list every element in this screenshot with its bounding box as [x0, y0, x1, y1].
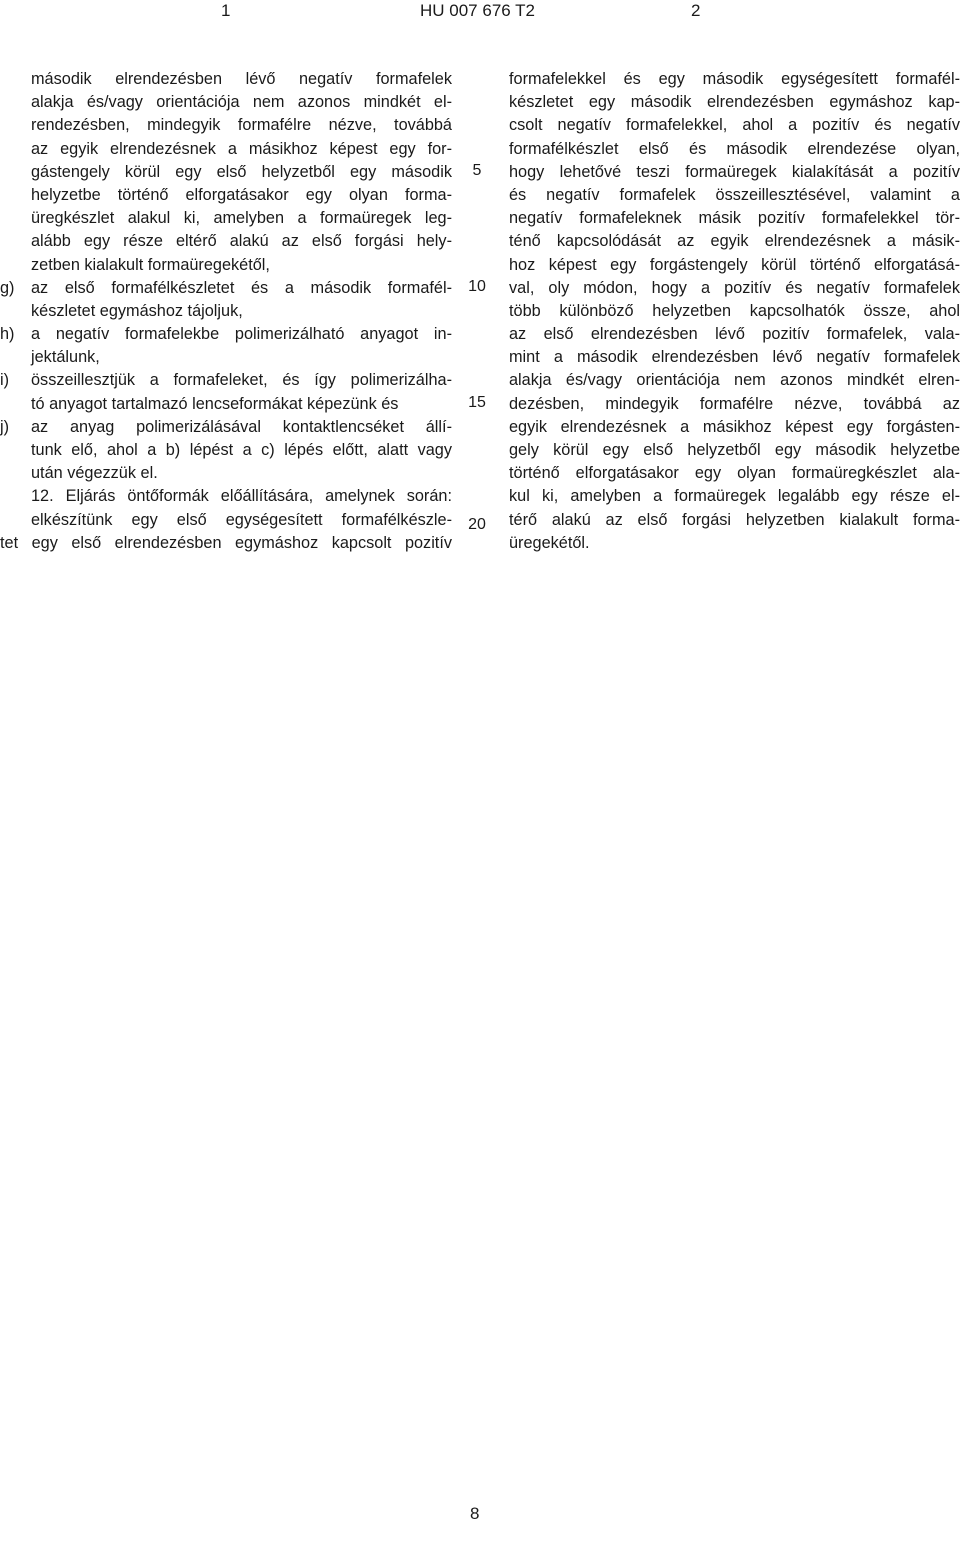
text-line: alakja és/vagy orientációja nem azonos mindkét elren- [509, 371, 960, 390]
text-line: az első elrendezésben lévő pozitív formafelek, vala- [509, 325, 960, 344]
text-line: az egyik elrendezésnek a másikhoz képest egy for- [31, 139, 452, 158]
header-page-right: 2 [691, 1, 701, 20]
line-number-15: 15 [468, 394, 486, 411]
paragraph-continuation [0, 68, 452, 277]
page-number: 8 [470, 1504, 480, 1523]
text-line: történő elforgatásakor egy olyan formaüregkészlet ala- [509, 464, 960, 483]
text-line: formafélkészlet első és második elrendezése olyan, [509, 139, 960, 158]
text-line: készletet egy második elrendezésben egymáshoz kap- [509, 93, 960, 112]
text-line: 12. Eljárás öntőformák előállítására, amelynek során: [31, 487, 452, 506]
text-line: az első formafélkészletet és a második formafél- [31, 278, 452, 297]
text-line: val, oly módon, hogy a pozitív és negatív formafelek [509, 278, 960, 297]
text-line: elkészítünk egy első egységesített formafélkészle- [31, 510, 452, 529]
list-item-label: i) [0, 371, 10, 390]
list-item-label: j) [0, 417, 10, 436]
text-line: mint a második elrendezésben lévő negatív formafelek [509, 348, 960, 367]
text-line: tunk elő, ahol a b) lépést a c) lépés előtt, alatt vagy [31, 441, 452, 459]
list-item-j [0, 416, 452, 486]
text-line: jektálunk, [31, 348, 100, 367]
text-line: üregekétől. [509, 533, 590, 552]
text-line: csolt negatív formafelekkel, ahol a pozitív és negatív [509, 116, 960, 135]
text-line: több különböző helyzetben kapcsolhatók össze, ahol [509, 301, 960, 320]
text-line: alakja és/vagy orientációja nem azonos mindkét el- [31, 93, 452, 112]
text-line: tó anyagot tartalmazó lencseformákat képezünk és [31, 394, 399, 413]
right-column [509, 68, 960, 555]
text-line: alább egy része eltérő alakú az első forgási hely- [31, 232, 452, 251]
line-number-20: 20 [468, 516, 486, 533]
text-line: üregkészlet alakul ki, amelyben a formaüregek leg- [31, 209, 452, 228]
text-line: után végezzük el. [31, 464, 158, 483]
line-number-5: 5 [472, 162, 482, 179]
claim-12 [0, 485, 452, 555]
text-line: térő alakú az első forgási helyzetben kialakult forma- [509, 510, 960, 529]
text-line: kul ki, amelyben a formaüregek legalább egy része el- [509, 487, 960, 506]
left-column [0, 68, 452, 555]
header-doc-id: HU 007 676 T2 [420, 1, 535, 20]
text-line: rendezésben, mindegyik formafélre nézve, továbbá [31, 116, 452, 135]
text-line: hogy lehetővé teszi formaüregek kialakítását a pozitív [509, 162, 960, 181]
header-page-left: 1 [221, 1, 231, 20]
list-item-h [0, 323, 452, 369]
text-line: ténő kapcsolódását az egyik elrendezésnek a másik- [509, 232, 960, 251]
text-line: egyik elrendezésnek a másikhoz képest egy forgásten- [509, 417, 960, 436]
list-item-i [0, 369, 452, 415]
text-line: negatív formafeleknek másik pozitív formafelekkel tör- [509, 209, 960, 228]
list-item-g [0, 277, 452, 323]
text-line: és negatív formafelek összeillesztésével, valamint a [509, 185, 960, 204]
text-line: második elrendezésben lévő negatív formafelek [31, 70, 452, 88]
text-line: tet egy első elrendezésben egymáshoz kapcsolt pozitív [0, 533, 452, 552]
text-line: a negatív formafelekbe polimerizálható anyagot in- [31, 325, 452, 344]
text-line: helyzetbe történő elforgatásakor egy olyan forma- [31, 185, 452, 204]
text-line: összeillesztjük a formafeleket, és így polimerizálha- [31, 371, 452, 390]
line-number-10: 10 [468, 278, 486, 295]
list-item-label: g) [0, 278, 15, 297]
text-line: formafelekkel és egy második egységesített formafél- [509, 70, 960, 88]
text-line: zetben kialakult formaüregekétől, [31, 255, 270, 274]
text-line: az anyag polimerizálásával kontaktlencséket állí- [31, 417, 452, 436]
list-item-label: h) [0, 325, 15, 344]
text-line: gely körül egy első helyzetből egy második helyzetbe [509, 441, 960, 459]
text-line: hoz képest egy forgástengely körül történő elforgatásá- [509, 255, 960, 274]
text-line: gástengely körül egy első helyzetből egy második [31, 162, 452, 181]
text-line: dezésben, mindegyik formafélre nézve, továbbá az [509, 394, 960, 413]
text-line: készletet egymáshoz tájoljuk, [31, 301, 243, 320]
